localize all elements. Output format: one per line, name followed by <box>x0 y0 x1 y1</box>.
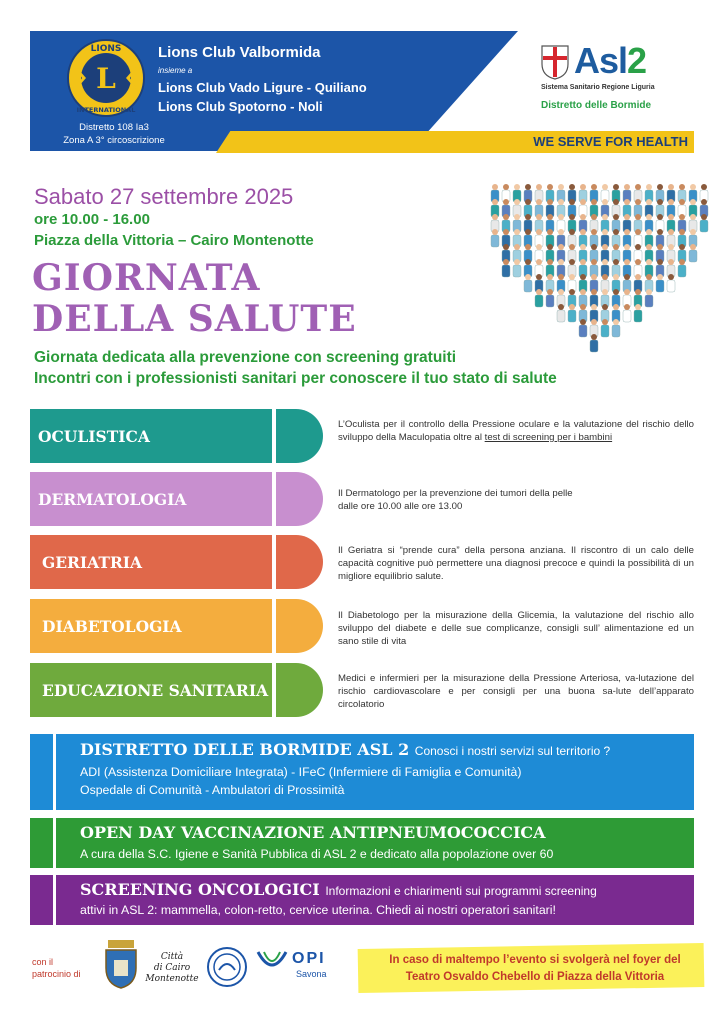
specialty-name: OCULISTICA <box>38 426 150 446</box>
citta-line-1: Città <box>160 952 184 962</box>
opi-text: OPI <box>292 950 326 967</box>
opi-logo-icon <box>256 948 288 978</box>
asl-title <box>574 40 646 82</box>
specialty-name: GERIATRIA <box>42 552 143 572</box>
staff-figure <box>700 214 708 232</box>
band-tab <box>30 875 56 925</box>
event-title <box>32 258 357 340</box>
cairo-montenotte-crest-icon <box>102 938 140 990</box>
event-desc-2: Incontri con i professionisti sanitari per conoscere il tuo stato di salute <box>34 370 557 387</box>
staff-figure <box>612 319 620 337</box>
staff-figure <box>502 259 510 277</box>
staff-figure <box>546 289 554 307</box>
patrocinio-line-1: con il <box>32 957 54 967</box>
regione-seal-icon <box>206 946 248 988</box>
specialty-description <box>338 609 694 648</box>
band-distretto-line-2: Ospedale di Comunità - Ambulatori di Prossimità <box>80 783 345 797</box>
event-place: Piazza della Vittoria – Cairo Montenotte <box>34 232 314 249</box>
event-title-line-2: DELLA SALUTE <box>32 298 357 340</box>
staff-figure <box>601 319 609 337</box>
maltempo-line-1: In caso di maltempo l’evento si svolgerà nel foyer del <box>389 954 681 966</box>
staff-figure <box>579 319 587 337</box>
staff-figure <box>623 304 631 322</box>
zona-line: Zona A 3° circoscrizione <box>63 135 165 146</box>
staff-figure <box>645 289 653 307</box>
asl-distretto: Distretto delle Bormide <box>541 100 652 111</box>
band-vaccinazione-head: OPEN DAY VACCINAZIONE ANTIPNEUMOCOCCICA <box>80 823 546 842</box>
asl-subtitle: Sistema Sanitario Regione Liguria <box>541 84 655 91</box>
event-desc-1: Giornata dedicata alla prevenzione con screening gratuiti <box>34 349 457 366</box>
staff-figure <box>590 334 598 352</box>
event-date: Sabato 27 settembre 2025 <box>34 184 294 209</box>
band-vaccinazione-line-1: A cura della S.C. Igiene e Sanità Pubblica di ASL 2 e dedicato alla popolazione over 60 <box>80 847 554 861</box>
specialty-description <box>338 487 694 513</box>
maltempo-line-2: Teatro Osvaldo Chebello di Piazza della Vittoria <box>405 971 665 983</box>
asl-name: Asl <box>574 40 628 81</box>
specialty-dermatologia <box>30 472 272 526</box>
medical-staff-heart-icon <box>480 178 710 358</box>
specialty-name: DERMATOLOGIA <box>38 489 187 509</box>
distretto-line: Distretto 108 Ia3 <box>79 122 149 133</box>
specialty-description <box>338 672 694 711</box>
specialty-text: Il Geriatra si “prende cura” della persona anziana. Il riscontro di un calo delle capacità cognitive può permettere una diagnosi precoce e quindi la possibilità di un migliore equilibrio salute. <box>338 545 694 582</box>
band-distretto-line-1: ADI (Assistenza Domiciliare Integrata) - IFeC (Infermiere di Famiglia e Comunità) <box>80 765 522 779</box>
specialty-cap <box>276 599 323 653</box>
specialty-cap <box>276 535 323 589</box>
event-title-line-1: GIORNATA <box>32 257 261 299</box>
band-distretto-question: Conosci i nostri servizi sul territorio ? <box>414 744 611 758</box>
lions-logo-text-bottom: INTERNATIONAL <box>76 106 136 114</box>
band-screening-title: SCREENING ONCOLOGICI <box>80 880 320 899</box>
specialty-name: DIABETOLOGIA <box>42 616 182 636</box>
staff-figure <box>535 289 543 307</box>
specialty-description <box>338 418 694 444</box>
staff-figure <box>557 304 565 322</box>
club-insieme: insieme a <box>158 66 193 75</box>
band-distretto-title: DISTRETTO DELLE BORMIDE ASL 2 <box>80 740 410 759</box>
band-screening-line-1: attivi in ASL 2: mammella, colon-retto, cervice uterina. Chiedi ai nostri operatori sanitari! <box>80 903 556 917</box>
specialty-diabetologia <box>30 599 272 653</box>
patrocinio-line-2: patrocinio di <box>32 969 81 979</box>
staff-figure <box>678 259 686 277</box>
citta-label <box>142 952 202 985</box>
staff-figure <box>667 274 675 292</box>
maltempo-note <box>370 952 700 986</box>
asl-number: 2 <box>627 40 647 81</box>
specialty-text-hours: dalle ore 10.00 alle ore 13.00 <box>338 501 463 512</box>
club-line-spotorno: Lions Club Spotorno - Noli <box>158 99 323 114</box>
staff-figure <box>689 244 697 262</box>
lions-logo-icon <box>64 38 148 118</box>
band-tab <box>30 818 56 868</box>
staff-figure <box>568 304 576 322</box>
specialty-text: Medici e infermieri per la misurazione della Pressione Arteriosa, va-lutazione del rischio cardiovascolare e per consigli per una buona sa-lute dell’apparato circolatorio <box>338 673 694 710</box>
specialty-cap <box>276 472 323 526</box>
opi-city: Savona <box>296 969 327 979</box>
staff-figure <box>634 304 642 322</box>
lions-logo-text-top: LIONS <box>90 44 122 54</box>
band-distretto-head <box>80 740 610 759</box>
specialty-cap <box>276 409 323 463</box>
band-screening-info: Informazioni e chiarimenti sui programmi screening <box>325 884 597 898</box>
staff-figure <box>524 274 532 292</box>
specialty-cap <box>276 663 323 717</box>
specialty-text: Il Dermatologo per la prevenzione dei tumori della pelle <box>338 488 573 499</box>
specialty-text-underlined: test di screening per i bambini <box>484 432 613 443</box>
band-screening-head <box>80 880 597 899</box>
specialty-text: L’Oculista per il controllo della Pressione oculare e la valutazione del rischio dello sviluppo della Maculopatia oltre al <box>338 419 694 443</box>
distretto-info <box>54 121 174 147</box>
citta-line-2: di Cairo <box>153 963 191 973</box>
club-title: Lions Club Valbormida <box>158 44 321 61</box>
specialty-geriatria <box>30 535 272 589</box>
specialty-text: Il Diabetologo per la misurazione della Glicemia, la valutazione del rischio allo sviluppo del diabete e delle sue complicanze, consigli sull’ alimentazione ed un sano stile di vita <box>338 610 694 647</box>
patrocinio-label <box>32 956 81 980</box>
specialty-oculistica <box>30 409 272 463</box>
band-tab <box>30 734 56 810</box>
specialty-educazione-sanitaria <box>30 663 272 717</box>
event-time: ore 10.00 - 16.00 <box>34 211 150 228</box>
liguria-shield-icon <box>540 44 570 80</box>
lions-logo-letter: L <box>96 62 116 95</box>
staff-figure <box>513 259 521 277</box>
slogan-text: WE SERVE FOR HEALTH <box>533 134 688 149</box>
specialty-description <box>338 544 694 583</box>
staff-figure <box>656 274 664 292</box>
citta-line-3: Montenotte <box>145 974 199 984</box>
specialty-name: EDUCAZIONE SANITARIA <box>42 680 269 700</box>
club-line-vado: Lions Club Vado Ligure - Quiliano <box>158 80 367 95</box>
staff-figure <box>491 229 499 247</box>
